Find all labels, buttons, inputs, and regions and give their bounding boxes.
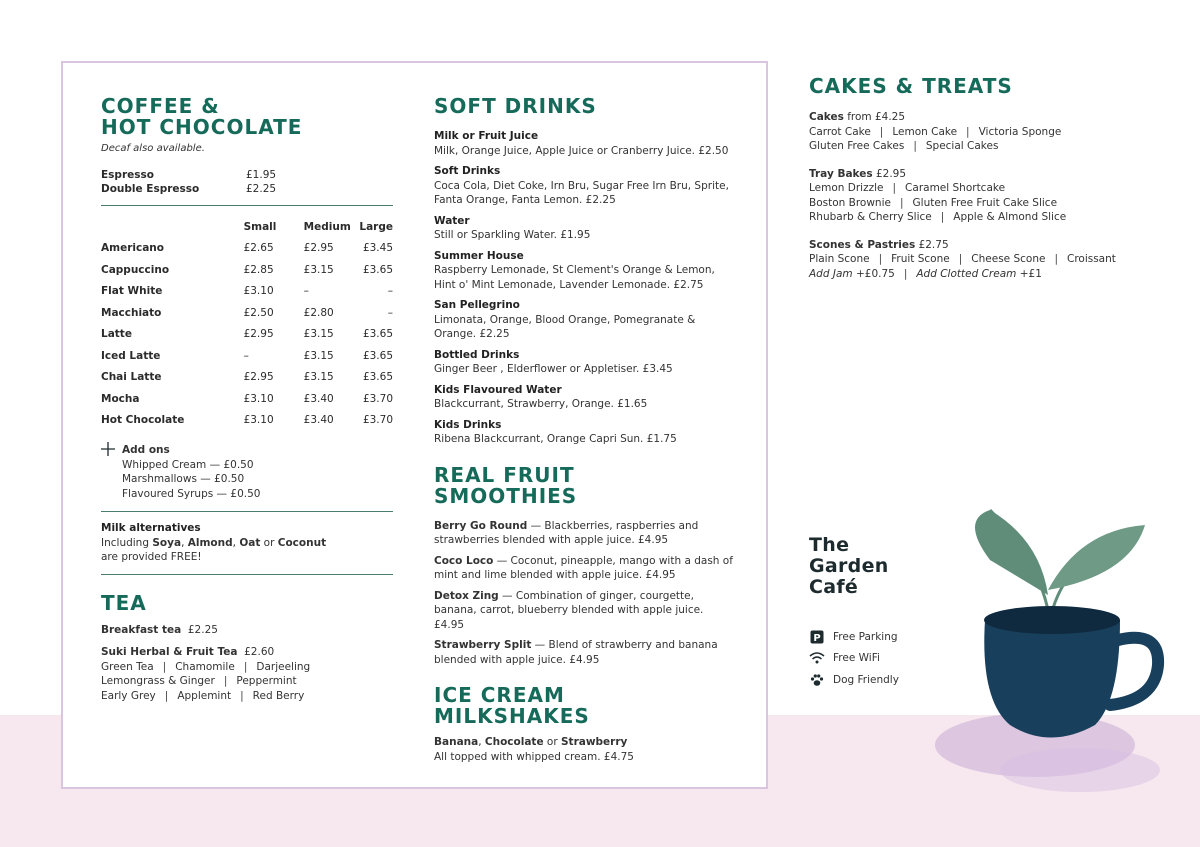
tea-heading: TEA — [101, 590, 147, 615]
drink-name: Mocha — [101, 392, 140, 405]
tea-varieties-row: Lemongrass & Ginger | Peppermint — [101, 675, 297, 687]
coffee-row — [101, 388, 393, 410]
coffee-row — [101, 410, 393, 432]
price-small: £2.50 — [243, 306, 274, 319]
drink-item-name: Milk or Fruit Juice — [434, 130, 539, 142]
price-large: £3.70 — [362, 392, 393, 405]
size-small-label: Small — [243, 220, 277, 233]
milk-alternatives: Milk alternatives Including Soya, Almond, Oat or Coconut are provided FREE! — [101, 522, 327, 563]
drinks-column — [434, 96, 734, 764]
size-header-row — [101, 216, 393, 238]
price-small: £2.95 — [243, 328, 274, 341]
drink-name: Chai Latte — [101, 371, 162, 384]
soft-drinks-list — [434, 129, 734, 447]
price-large: £3.65 — [362, 349, 393, 362]
cakes-section: Cakes from £4.25 Carrot Cake | Lemon Cake | Victoria Sponge Gluten Free Cakes | Special Cakes — [809, 111, 1062, 152]
coffee-row — [101, 281, 393, 303]
drink-item — [434, 298, 734, 342]
tray-bakes-section: Tray Bakes £2.95 Lemon Drizzle | Caramel Shortcake Boston Brownie | Gluten Free Fruit Cake Slice Rhubarb & Cherry Slice | Apple & Almond Slice — [809, 167, 1067, 223]
drink-name: Latte — [101, 328, 132, 341]
smoothie-name: Detox Zing — [434, 589, 499, 602]
amenities-list — [809, 626, 899, 691]
drink-name: Hot Chocolate — [101, 414, 185, 427]
price-medium: £3.40 — [303, 392, 334, 405]
price-large: £3.65 — [362, 328, 393, 341]
addons-section — [101, 443, 393, 501]
coffee-row — [101, 302, 393, 324]
smoothies-list — [434, 519, 734, 668]
drink-item-desc: Raspberry Lemonade, St Clement's Orange & Lemon, Hint o' Mint Lemonade, Lavender Lemonade. £2.75 — [434, 264, 715, 291]
addon-item: Marshmallows — £0.50 — [122, 473, 245, 485]
smoothie-desc: — Blackberries, raspberries and strawberries blended with apple juice. £4.95 — [434, 519, 699, 546]
breakfast-tea: Breakfast tea £2.25 — [101, 623, 218, 636]
drink-item-name: Bottled Drinks — [434, 348, 520, 361]
price-large: £3.65 — [362, 263, 393, 276]
drink-item-name: Water — [434, 214, 470, 227]
decaf-note: Decaf also available. — [101, 143, 205, 154]
drink-item — [434, 164, 734, 208]
addon-item: Whipped Cream — £0.50 — [122, 458, 254, 471]
drink-name: Americano — [101, 242, 164, 255]
drink-item-name: Soft Drinks — [434, 165, 501, 177]
price-small: £2.85 — [243, 263, 274, 276]
espresso-item: Espresso £1.95 — [101, 169, 277, 181]
drink-item-name: San Pellegrino — [434, 299, 520, 311]
coffee-heading: COFFEE & HOT CHOCOLATE — [101, 94, 303, 139]
drink-item-name: Summer House — [434, 249, 524, 262]
drink-item-name: Kids Flavoured Water — [434, 383, 562, 396]
coffee-row — [101, 367, 393, 389]
price-large: – — [387, 285, 393, 298]
coffee-row — [101, 259, 393, 281]
drink-item — [434, 249, 734, 293]
espresso-list — [101, 168, 393, 196]
smoothie-name: Berry Go Round — [434, 519, 528, 532]
price-small: £2.65 — [243, 242, 274, 255]
smoothies-heading: REAL FRUIT SMOOTHIES — [434, 462, 578, 508]
drink-name: Cappuccino — [101, 263, 170, 276]
wifi-icon — [809, 650, 825, 666]
smoothie-desc: — Coconut, pineapple, mango with a dash of mint and lime blended with apple juice. £4.95 — [434, 554, 733, 581]
paw-icon — [809, 672, 825, 688]
price-medium: £3.15 — [303, 263, 334, 276]
smoothie-name: Strawberry Split — [434, 639, 532, 651]
smoothie-item — [434, 554, 734, 583]
drink-item-desc: Milk, Orange Juice, Apple Juice or Cranberry Juice. £2.50 — [434, 144, 729, 157]
price-large: £3.45 — [362, 242, 393, 255]
price-medium: – — [303, 285, 309, 298]
smoothie-desc: — Combination of ginger, courgette, banana, carrot, blueberry blended with apple juice. £4.95 — [434, 589, 704, 631]
coffee-price-table — [101, 216, 393, 431]
price-medium: £3.15 — [303, 349, 334, 362]
milkshake-flavours: Banana, Chocolate or Strawberry — [434, 736, 628, 748]
cakes-column — [809, 76, 1149, 281]
milkshakes-heading: ICE CREAM MILKSHAKES — [434, 683, 590, 728]
parking-icon — [809, 629, 825, 645]
price-small: £3.10 — [243, 414, 274, 427]
amenity-item: Dog Friendly — [809, 669, 899, 691]
smoothie-item — [434, 519, 734, 548]
amenity-item: Free WiFi — [809, 648, 899, 670]
drink-name: Iced Latte — [101, 349, 161, 362]
price-medium: £3.40 — [303, 414, 334, 427]
drink-name: Flat White — [101, 285, 163, 298]
addon-item: Flavoured Syrups — £0.50 — [122, 487, 261, 500]
drink-item — [434, 214, 734, 243]
tea-varieties-row: Early Grey | Applemint | Red Berry — [101, 689, 305, 702]
divider — [101, 574, 393, 575]
price-medium: £2.80 — [303, 306, 334, 319]
svg-text:P: P — [813, 632, 821, 644]
drink-item-desc: Blackcurrant, Strawberry, Orange. £1.65 — [434, 398, 648, 410]
divider — [101, 205, 393, 206]
tea-varieties-row: Green Tea | Chamomile | Darjeeling — [101, 660, 311, 673]
scones-section: Scones & Pastries £2.75 Plain Scone | Fruit Scone | Cheese Scone | Croissant Add Jam +£0.75 | Add Clotted Cream +£1 — [809, 238, 1116, 280]
coffee-row — [101, 238, 393, 260]
divider — [101, 511, 393, 512]
smoothie-item — [434, 589, 734, 633]
price-large: £3.70 — [362, 414, 393, 427]
coffee-cup-plant-illustration — [930, 500, 1200, 820]
drink-item-desc: Limonata, Orange, Blood Orange, Pomegranate & Orange. £2.25 — [434, 313, 696, 340]
price-large: – — [387, 306, 393, 319]
price-small: £3.10 — [243, 285, 274, 298]
drink-item — [434, 348, 734, 377]
size-medium-label: Medium — [303, 220, 351, 233]
suki-tea: Suki Herbal & Fruit Tea £2.60 — [101, 646, 275, 658]
drink-item — [434, 383, 734, 412]
price-medium: £3.15 — [303, 328, 334, 341]
drink-name: Macchiato — [101, 306, 162, 319]
smoothie-desc: — Blend of strawberry and banana blended with apple juice. £4.95 — [434, 639, 718, 666]
price-small: £3.10 — [243, 392, 274, 405]
price-medium: £2.95 — [303, 242, 334, 255]
size-large-label: Large — [359, 220, 393, 233]
price-small: £2.95 — [243, 371, 274, 384]
addons-title: Add ons — [122, 444, 170, 456]
coffee-column — [101, 96, 393, 703]
coffee-row — [101, 345, 393, 367]
espresso-item: Double Espresso £2.25 — [101, 183, 277, 195]
brand-logo: The Garden Café — [809, 534, 889, 598]
drink-item-desc: Coca Cola, Diet Coke, Irn Bru, Sugar Free Irn Bru, Sprite, Fanta Orange, Fanta Lemon. £2.25 — [434, 179, 729, 206]
price-medium: £3.15 — [303, 371, 334, 384]
milkshake-desc: All topped with whipped cream. £4.75 — [434, 750, 634, 763]
smoothie-name: Coco Loco — [434, 554, 494, 567]
drink-item — [434, 418, 734, 447]
sparkle-plus-icon — [101, 442, 115, 456]
coffee-rows — [101, 238, 393, 432]
soft-drinks-heading: SOFT DRINKS — [434, 94, 597, 118]
drink-item-desc: Still or Sparkling Water. £1.95 — [434, 229, 591, 241]
amenity-item: P Free Parking — [809, 626, 899, 648]
coffee-row — [101, 324, 393, 346]
cakes-heading: CAKES & TREATS — [809, 74, 1013, 98]
price-small: – — [243, 349, 249, 362]
drink-item-desc: Ribena Blackcurrant, Orange Capri Sun. £1.75 — [434, 433, 677, 445]
smoothie-item — [434, 638, 734, 667]
drink-item-name: Kids Drinks — [434, 418, 502, 431]
drink-item-desc: Ginger Beer , Elderflower or Appletiser. £3.45 — [434, 363, 673, 375]
drink-item — [434, 129, 734, 158]
price-large: £3.65 — [362, 371, 393, 384]
